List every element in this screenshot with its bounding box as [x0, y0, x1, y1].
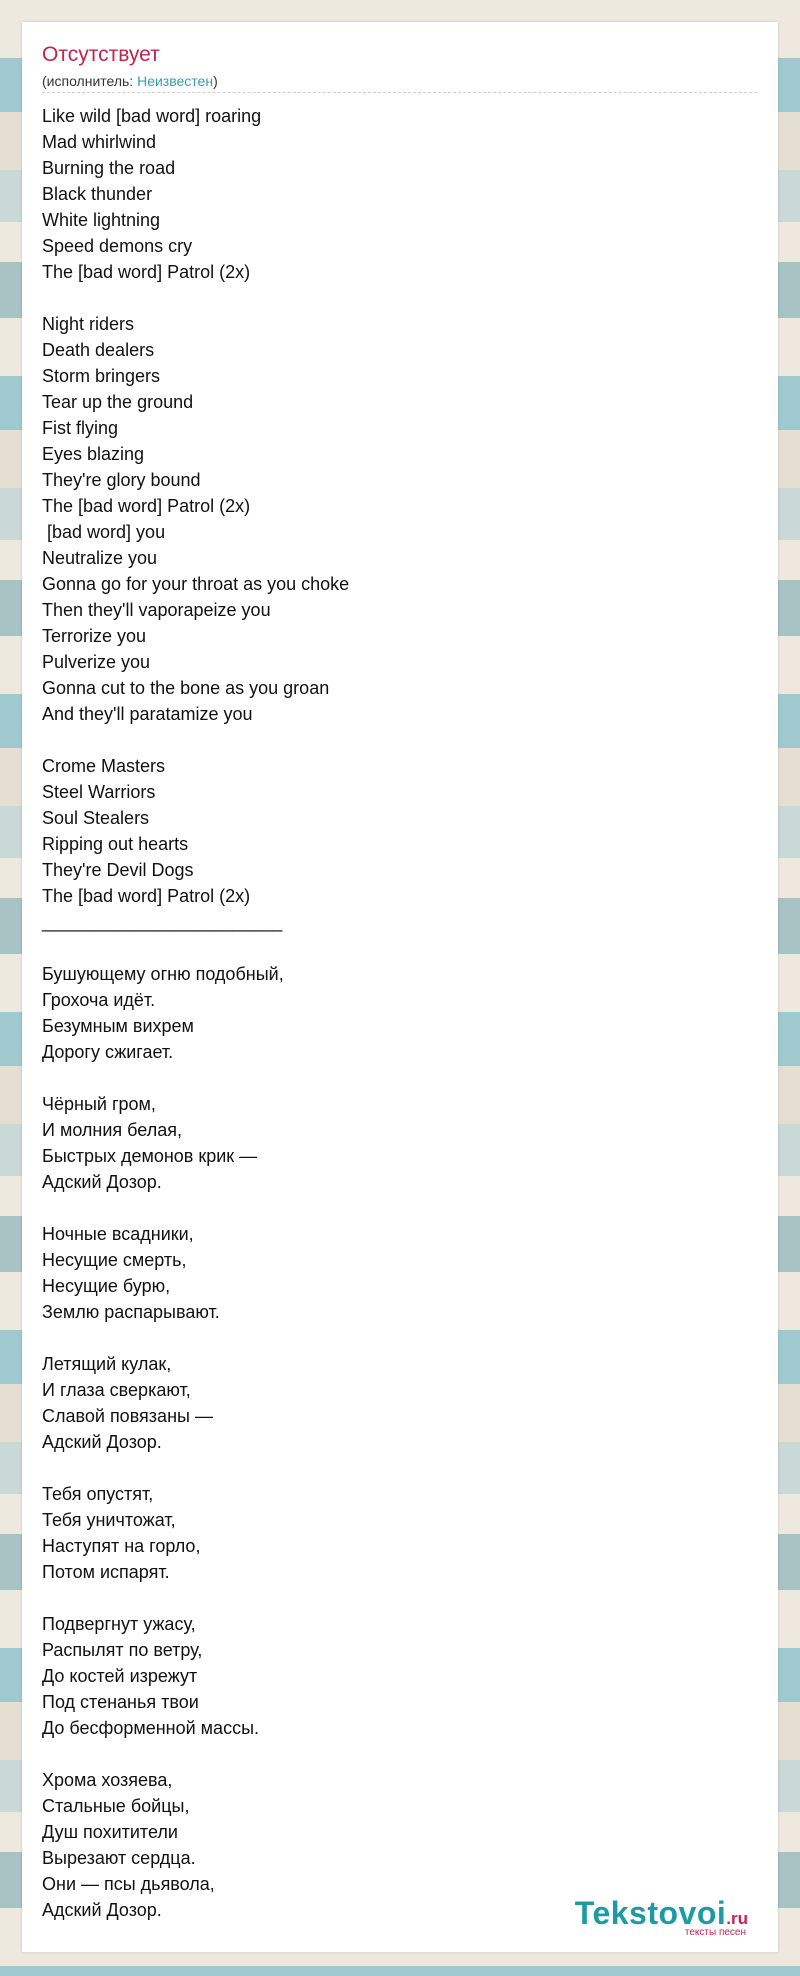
lyric-line: Летящий кулак,: [42, 1354, 172, 1374]
lyric-line: И глаза сверкают,: [42, 1380, 191, 1400]
lyrics-card: [22, 22, 778, 1952]
lyric-line: Terrorize you: [42, 626, 147, 646]
lyric-line: Под стенанья твои: [42, 1692, 199, 1712]
lyric-line: Gonna cut to the bone as you groan: [42, 678, 330, 698]
lyric-line: Pulverize you: [42, 652, 151, 672]
lyric-line: Crome Masters: [42, 756, 166, 776]
lyric-line: Они — псы дьявола,: [42, 1874, 215, 1894]
lyric-line: [42, 935, 742, 961]
song-title: Отсутствует: [42, 43, 160, 66]
lyric-line: Gonna go for your throat as you choke: [42, 574, 350, 594]
lyric-line: Fist flying: [42, 418, 119, 438]
lyric-line: The [bad word] Patrol (2x): [42, 496, 251, 516]
artist-line: [42, 72, 218, 90]
lyric-line: И молния белая,: [42, 1120, 182, 1140]
lyric-line: Вырезают сердца.: [42, 1848, 196, 1868]
lyric-line: Soul Stealers: [42, 808, 150, 828]
lyric-line: Burning the road: [42, 158, 176, 178]
lyric-line: Then they'll vaporapeize you: [42, 600, 271, 620]
lyric-line: The [bad word] Patrol (2x): [42, 262, 251, 282]
lyric-line: They're glory bound: [42, 470, 201, 490]
lyric-line: Тебя опустят,: [42, 1484, 154, 1504]
lyric-line: Ripping out hearts: [42, 834, 189, 854]
lyric-line: Подвергнут ужасу,: [42, 1614, 196, 1634]
lyric-line: [42, 1195, 742, 1221]
lyric-line: Ночные всадники,: [42, 1224, 194, 1244]
lyric-line: Душ похитители: [42, 1822, 178, 1842]
lyric-line: [bad word] you: [42, 522, 166, 542]
lyric-line: До костей изрежут: [42, 1666, 198, 1686]
lyric-line: The [bad word] Patrol (2x): [42, 886, 251, 906]
lyric-line: Тебя уничтожат,: [42, 1510, 176, 1530]
lyric-line: [42, 1325, 742, 1351]
lyric-line: Распылят по ветру,: [42, 1640, 203, 1660]
lyric-line: ________________________: [42, 912, 283, 932]
lyric-line: Neutralize you: [42, 548, 158, 568]
lyric-line: Death dealers: [42, 340, 155, 360]
lyrics-text: [42, 103, 742, 1923]
lyric-line: Несущие смерть,: [42, 1250, 187, 1270]
lyric-line: Потом испарят.: [42, 1562, 170, 1582]
lyric-line: Стальные бойцы,: [42, 1796, 190, 1816]
lyric-line: And they'll paratamize you: [42, 704, 253, 724]
lyric-line: Чёрный гром,: [42, 1094, 156, 1114]
lyric-line: Несущие бурю,: [42, 1276, 171, 1296]
lyric-line: До бесформенной массы.: [42, 1718, 260, 1738]
lyric-line: Eyes blazing: [42, 444, 145, 464]
lyric-line: Speed demons cry: [42, 236, 193, 256]
lyric-line: They're Devil Dogs: [42, 860, 194, 880]
lyric-line: White lightning: [42, 210, 161, 230]
lyric-line: Бушующему огню подобный,: [42, 964, 284, 984]
artist-link[interactable]: Неизвестен: [137, 73, 214, 89]
lyric-line: [42, 1065, 742, 1091]
lyric-line: [42, 1455, 742, 1481]
site-logo[interactable]: [575, 1896, 748, 1938]
lyric-line: [42, 285, 742, 311]
lyric-line: Steel Warriors: [42, 782, 156, 802]
lyric-line: Black thunder: [42, 184, 153, 204]
lyric-line: Славой повязаны —: [42, 1406, 213, 1426]
lyric-line: Землю распарывают.: [42, 1302, 220, 1322]
lyric-line: [42, 1741, 742, 1767]
logo-tld: .ru: [726, 1909, 748, 1928]
lyric-line: Быстрых демонов крик —: [42, 1146, 258, 1166]
title-divider: [42, 92, 757, 93]
lyric-line: Mad whirlwind: [42, 132, 157, 152]
lyric-line: Storm bringers: [42, 366, 161, 386]
lyric-line: Адский Дозор.: [42, 1432, 162, 1452]
lyric-line: [42, 727, 742, 753]
lyric-line: Дорогу сжигает.: [42, 1042, 174, 1062]
lyric-line: Адский Дозор.: [42, 1172, 162, 1192]
lyric-line: Грохоча идёт.: [42, 990, 156, 1010]
lyric-line: Night riders: [42, 314, 135, 334]
lyric-line: Безумным вихрем: [42, 1016, 194, 1036]
logo-name: Tekstovoi: [574, 1895, 727, 1931]
logo-tagline: тексты песен: [684, 1927, 746, 1938]
lyric-line: Наступят на горло,: [42, 1536, 201, 1556]
artist-suffix: ): [213, 73, 218, 89]
lyric-line: Like wild [bad word] roaring: [42, 106, 262, 126]
artist-prefix: (исполнитель:: [42, 73, 138, 89]
lyric-line: Tear up the ground: [42, 392, 194, 412]
lyric-line: Адский Дозор.: [42, 1900, 162, 1920]
lyric-line: [42, 1585, 742, 1611]
lyric-line: Хрома хозяева,: [42, 1770, 173, 1790]
